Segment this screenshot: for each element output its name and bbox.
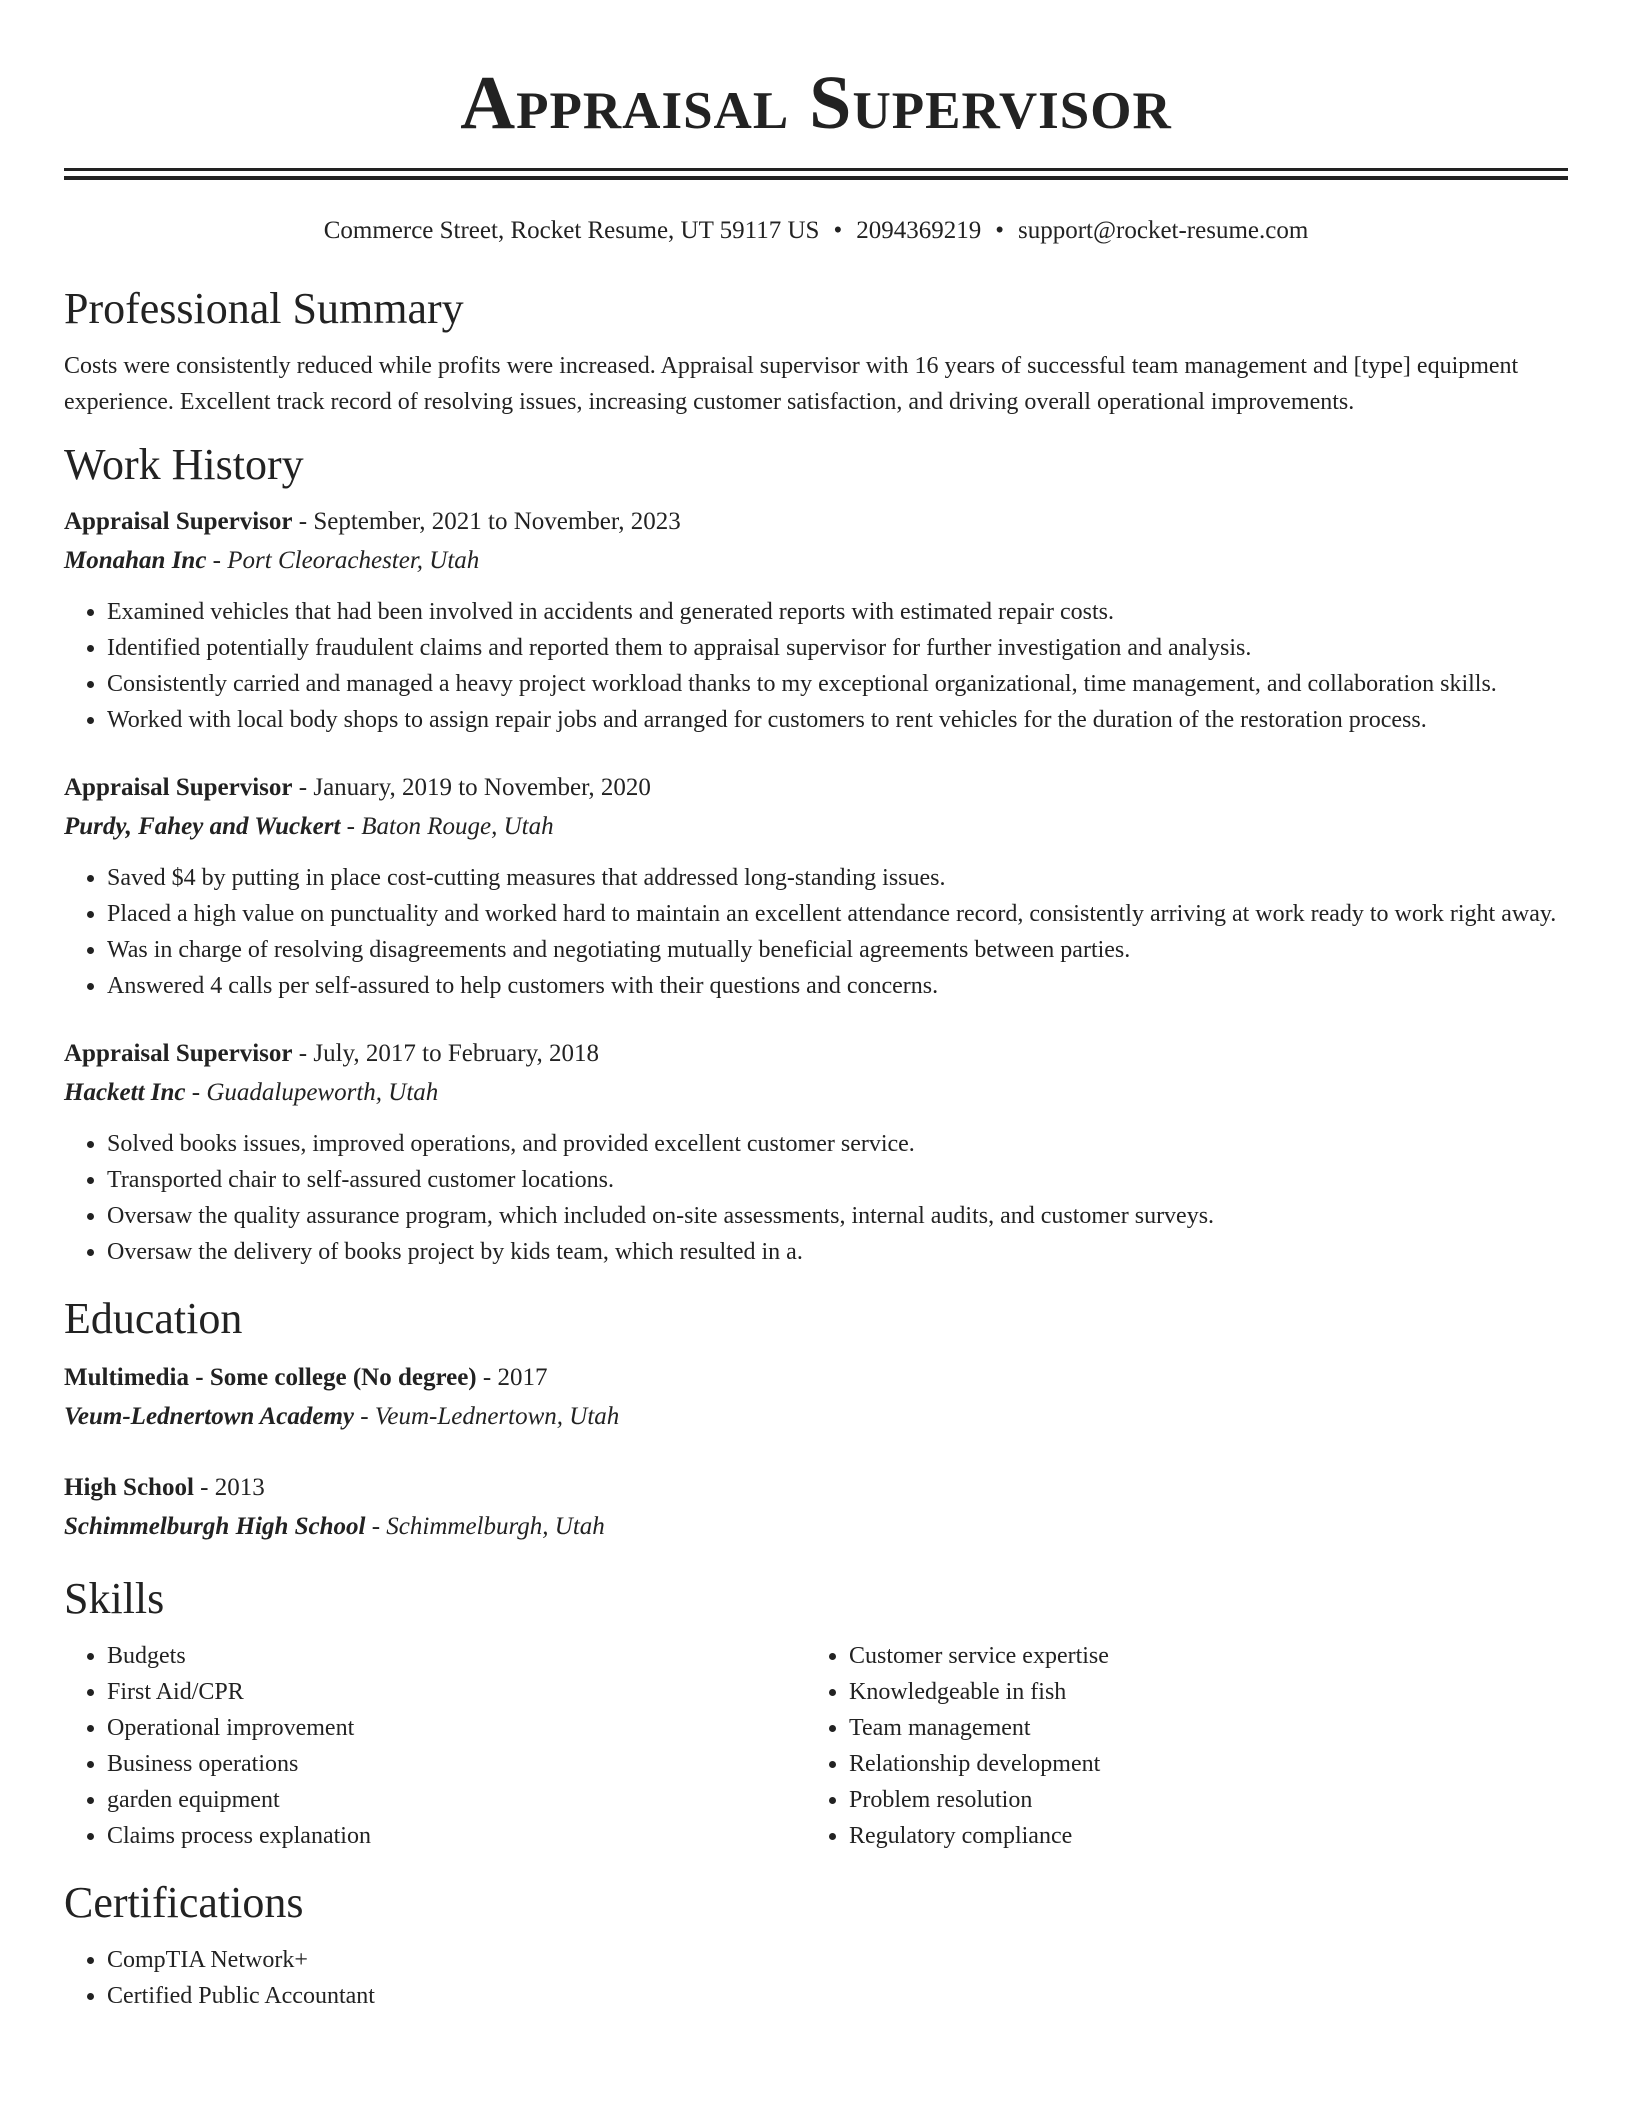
job-bullet: • Examined vehicles that had been involved in accidents and generated reports with estimated repair costs. — [107, 594, 1568, 630]
contact-address: Commerce Street, Rocket Resume, UT 59117 US — [323, 217, 820, 244]
degree-line — [64, 1468, 1568, 1508]
skill-item: • Claims process explanation — [107, 1818, 806, 1854]
skill-item: • Team management — [849, 1710, 1548, 1746]
skill-item: • Customer service expertise — [849, 1638, 1548, 1674]
job-bullet: • Answered 4 calls per self-assured to help customers with their questions and concerns. — [107, 968, 1568, 1004]
job-bullets — [64, 1126, 1568, 1270]
certification-item: • Certified Public Accountant — [107, 1978, 1568, 2014]
contact-phone: 2094369219 — [856, 217, 982, 244]
job-title: Appraisal Supervisor — [64, 774, 293, 801]
education-heading: Education — [64, 1294, 243, 1343]
degree-line — [64, 1358, 1568, 1398]
company-name: Purdy, Fahey and Wuckert — [64, 813, 341, 840]
skill-item: • First Aid/CPR — [107, 1674, 806, 1710]
job-entry — [64, 502, 1568, 738]
skills-column-left — [64, 1638, 806, 1854]
job-bullet: • Identified potentially fraudulent claims and reported them to appraisal supervisor for further investigation and analysis. — [107, 630, 1568, 666]
job-entry — [64, 1034, 1568, 1270]
skill-item: • Operational improvement — [107, 1710, 806, 1746]
school-line — [64, 1508, 1568, 1546]
job-entry — [64, 768, 1568, 1004]
contact-line — [64, 216, 1568, 246]
company-location: - Guadalupeworth, Utah — [185, 1079, 439, 1106]
skill-item: • Problem resolution — [849, 1782, 1548, 1818]
job-bullet: • Oversaw the delivery of books project by kids team, which resulted in a. — [107, 1234, 1568, 1270]
job-dates: - July, 2017 to February, 2018 — [292, 1040, 599, 1067]
job-bullet: • Oversaw the quality assurance program, which included on-site assessments, internal audits, and customer surveys. — [107, 1198, 1568, 1234]
job-bullet: • Saved $4 by putting in place cost-cutting measures that addressed long-standing issues. — [107, 860, 1568, 896]
degree-year: - 2017 — [476, 1364, 548, 1391]
certifications-section — [64, 1878, 1568, 2014]
school-location: - Schimmelburgh, Utah — [365, 1513, 605, 1540]
skills-grid — [64, 1638, 1568, 1854]
skill-item: • Business operations — [107, 1746, 806, 1782]
certification-item: • CompTIA Network+ — [107, 1942, 1568, 1978]
certifications-list — [64, 1942, 1568, 2014]
work-history-heading: Work History — [64, 440, 304, 489]
school-location: - Veum-Lednertown, Utah — [354, 1403, 620, 1430]
skills-section — [64, 1574, 1568, 1854]
resume-name: Appraisal Supervisor — [460, 61, 1172, 145]
job-bullet: • Placed a high value on punctuality and worked hard to maintain an excellent attendance record, consistently arriving at work ready to work right away. — [107, 896, 1568, 932]
contact-separator: • — [995, 217, 1004, 244]
resume-page — [64, 0, 1568, 2014]
education-list — [64, 1358, 1568, 1546]
skill-item: • Relationship development — [849, 1746, 1548, 1782]
school-name: Schimmelburgh High School — [64, 1513, 366, 1540]
company-line — [64, 1074, 1568, 1112]
summary-heading: Professional Summary — [64, 284, 464, 333]
skill-item: • Budgets — [107, 1638, 806, 1674]
job-title: Appraisal Supervisor — [64, 508, 293, 535]
school-name: Veum-Lednertown Academy — [64, 1403, 355, 1430]
job-bullets — [64, 594, 1568, 738]
company-name: Hackett Inc — [64, 1079, 186, 1106]
summary-text: Costs were consistently reduced while profits were increased. Appraisal supervisor with 16 years of successful team management and [type] equipment experience. Excellent track record of resolving issues, increasing customer satisfaction, and driving overall operational improvements. — [64, 353, 1519, 415]
degree-name: Multimedia - Some college (No degree) — [64, 1364, 477, 1391]
education-entry — [64, 1468, 1568, 1546]
degree-name: High School — [64, 1474, 194, 1501]
company-line — [64, 542, 1568, 580]
job-dates: - September, 2021 to November, 2023 — [292, 508, 681, 535]
job-bullet: • Worked with local body shops to assign repair jobs and arranged for customers to rent vehicles for the duration of the restoration process. — [107, 702, 1568, 738]
skill-item: • garden equipment — [107, 1782, 806, 1818]
job-title-line — [64, 502, 1568, 542]
job-bullet: • Transported chair to self-assured customer locations. — [107, 1162, 1568, 1198]
school-line — [64, 1398, 1568, 1436]
company-line — [64, 808, 1568, 846]
job-list — [64, 502, 1568, 1270]
job-title-line — [64, 768, 1568, 808]
company-location: - Baton Rouge, Utah — [340, 813, 554, 840]
company-location: - Port Cleorachester, Utah — [206, 547, 480, 574]
certifications-heading: Certifications — [64, 1878, 304, 1927]
contact-email: support@rocket-resume.com — [1018, 217, 1309, 244]
job-bullet: • Solved books issues, improved operations, and provided excellent customer service. — [107, 1126, 1568, 1162]
skill-item: • Regulatory compliance — [849, 1818, 1548, 1854]
degree-year: - 2013 — [193, 1474, 265, 1501]
job-dates: - January, 2019 to November, 2020 — [292, 774, 651, 801]
header-rule-bottom — [64, 176, 1568, 180]
education-section — [64, 1294, 1568, 1546]
summary-section — [64, 284, 1568, 420]
skills-column-right — [806, 1638, 1548, 1854]
job-bullet: • Consistently carried and managed a heavy project workload thanks to my exceptional organizational, time management, and collaboration skills. — [107, 666, 1568, 702]
work-history-section — [64, 440, 1568, 1270]
skill-item: • Knowledgeable in fish — [849, 1674, 1548, 1710]
job-bullet: • Was in charge of resolving disagreements and negotiating mutually beneficial agreements between parties. — [107, 932, 1568, 968]
header-rule-top — [64, 168, 1568, 171]
skills-heading: Skills — [64, 1574, 165, 1623]
contact-separator: • — [833, 217, 843, 244]
job-title: Appraisal Supervisor — [64, 1040, 293, 1067]
job-bullets — [64, 860, 1568, 1004]
job-title-line — [64, 1034, 1568, 1074]
company-name: Monahan Inc — [64, 547, 207, 574]
education-entry — [64, 1358, 1568, 1436]
